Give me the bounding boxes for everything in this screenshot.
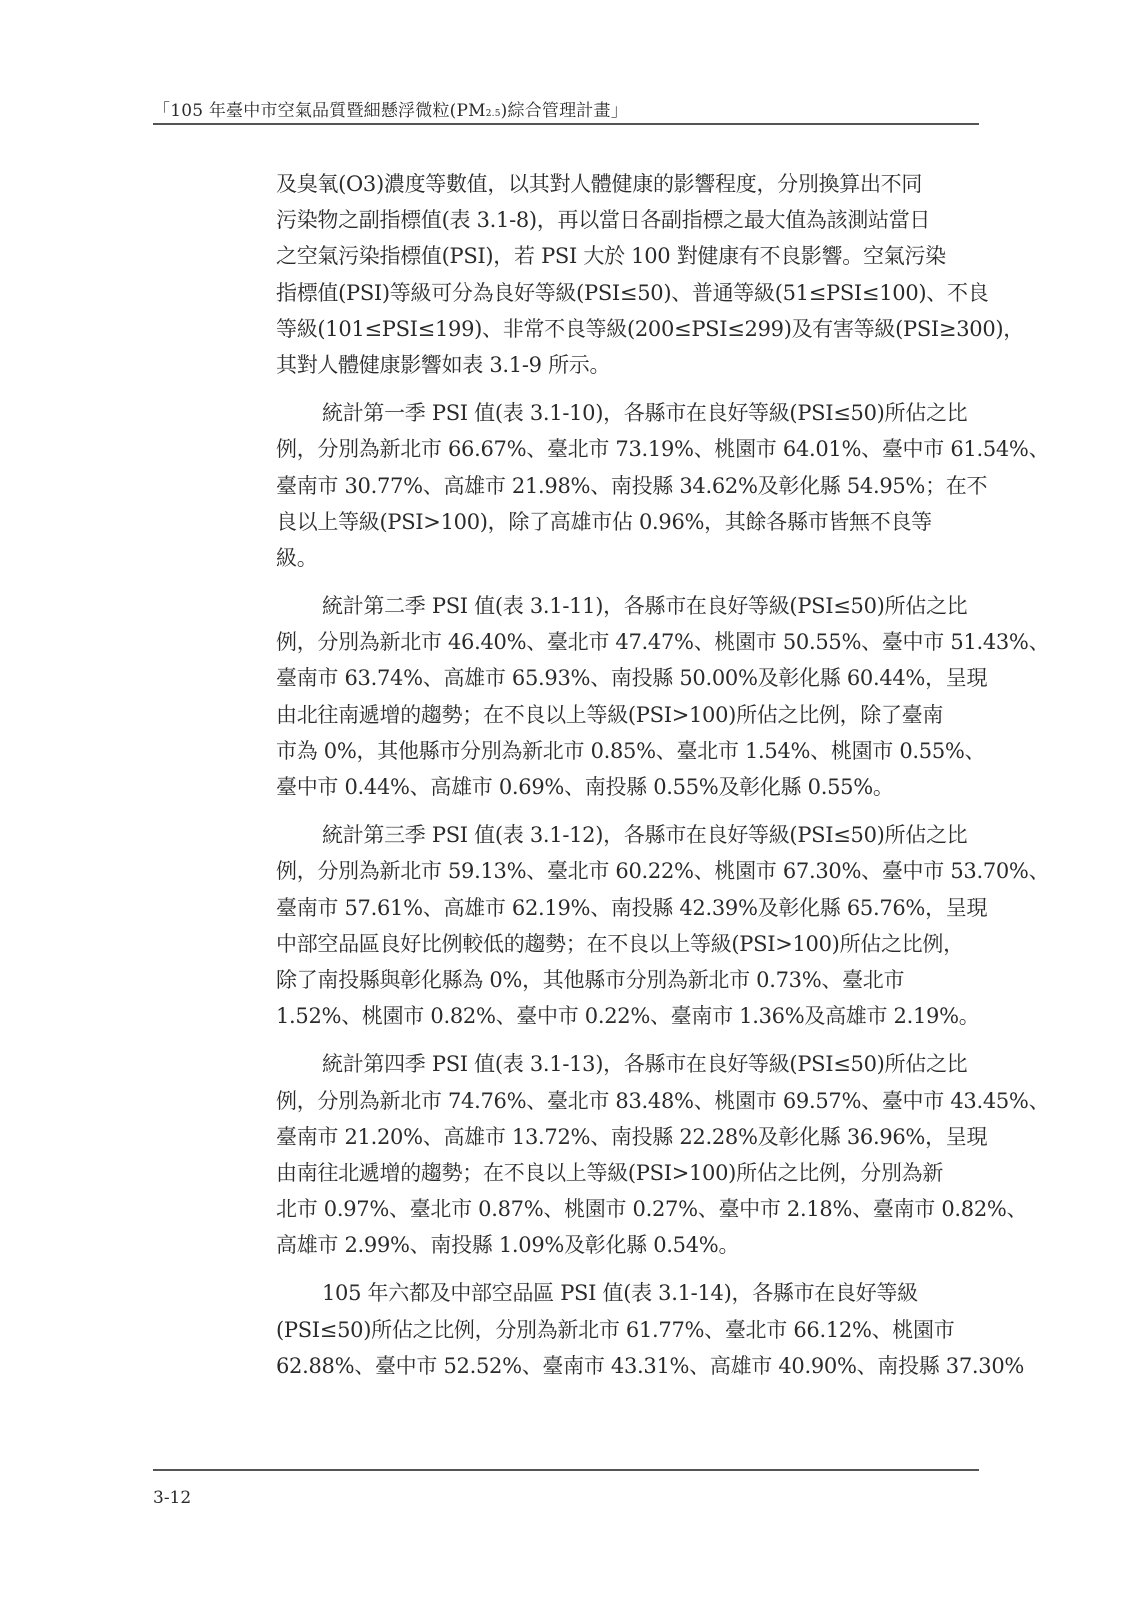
text-line: 臺南市 21.20%、高雄市 13.72%、南投縣 22.28%及彰化縣 36.96%，呈現 xyxy=(276,1124,988,1149)
text-line: 統計第二季 PSI 值(表 3.1-11)，各縣市在良好等級(PSI≤50)所佔之比 xyxy=(322,594,968,619)
text-line: 62.88%、臺中市 52.52%、臺南市 43.31%、高雄市 40.90%、南投縣 37.30% xyxy=(276,1353,1025,1378)
text-line: 臺中市 0.44%、高雄市 0.69%、南投縣 0.55%及彰化縣 0.55%。 xyxy=(276,775,894,799)
text-line: 例，分別為新北市 66.67%、臺北市 73.19%、桃園市 64.01%、臺中市 61.54%、 xyxy=(276,437,1050,462)
header-title-end: )綜合管理計畫」 xyxy=(500,101,628,121)
text-line: 由北往南遞增的趨勢；在不良以上等級(PSI>100)所佔之比例，除了臺南 xyxy=(276,702,944,727)
text-line: 臺南市 57.61%、高雄市 62.19%、南投縣 42.39%及彰化縣 65.76%，呈現 xyxy=(276,895,988,920)
text-line: 例，分別為新北市 59.13%、臺北市 60.22%、桃園市 67.30%、臺中市 53.70%、 xyxy=(276,859,1050,884)
text-line: (PSI≤50)所佔之比例，分別為新北市 61.77%、臺北市 66.12%、桃園市 xyxy=(276,1317,955,1342)
text-line: 中部空品區良好比例較低的趨勢；在不良以上等級(PSI>100)所佔之比例， xyxy=(276,931,964,956)
paragraph-q4-stats xyxy=(276,1046,1050,1263)
text-line: 市為 0%，其他縣市分別為新北市 0.85%、臺北市 1.54%、桃園市 0.55%、 xyxy=(276,738,986,763)
text-line: 臺南市 63.74%、高雄市 65.93%、南投縣 50.00%及彰化縣 60.44%，呈現 xyxy=(276,666,988,691)
text-line: 級。 xyxy=(276,545,318,570)
page-header-title xyxy=(153,96,628,121)
text-line: 統計第四季 PSI 值(表 3.1-13)，各縣市在良好等級(PSI≤50)所佔之比 xyxy=(322,1052,968,1077)
text-line: 例，分別為新北市 74.76%、臺北市 83.48%、桃園市 69.57%、臺中市 43.45%、 xyxy=(276,1088,1050,1113)
text-line: 其對人體健康影響如表 3.1-9 所示。 xyxy=(276,352,611,377)
text-line: 污染物之副指標值(表 3.1-8)，再以當日各副指標之最大值為該測站當日 xyxy=(276,208,931,233)
text-line: 臺南市 30.77%、高雄市 21.98%、南投縣 34.62%及彰化縣 54.95%；在不 xyxy=(276,473,988,498)
text-line: 高雄市 2.99%、南投縣 1.09%及彰化縣 0.54%。 xyxy=(276,1233,740,1258)
text-line: 除了南投縣與彰化縣為 0%，其他縣市分別為新北市 0.73%、臺北市 xyxy=(276,967,905,992)
paragraph-q3-stats xyxy=(276,817,1050,1034)
text-line: 指標值(PSI)等級可分為良好等級(PSI≤50)、普通等級(51≤PSI≤100)、不良 xyxy=(276,280,989,305)
paragraph-annual-stats xyxy=(276,1275,1025,1384)
paragraph-q1-stats xyxy=(276,395,1050,576)
text-line: 及臭氧(O3)濃度等數值，以其對人體健康的影響程度，分別換算出不同 xyxy=(276,172,923,196)
text-line: 北市 0.97%、臺北市 0.87%、桃園市 0.27%、臺中市 2.18%、臺南市 0.82%、 xyxy=(276,1197,1028,1222)
paragraph-q2-stats xyxy=(276,588,1050,805)
text-line: 等級(101≤PSI≤199)、非常不良等級(200≤PSI≤299)及有害等級(PSI≥300)， xyxy=(276,316,1024,341)
text-line: 由南往北遞增的趨勢；在不良以上等級(PSI>100)所佔之比例，分別為新 xyxy=(276,1160,944,1185)
text-line: 1.52%、桃園市 0.82%、臺中市 0.22%、臺南市 1.36%及高雄市 2.19%。 xyxy=(276,1004,980,1029)
header-divider xyxy=(153,123,979,125)
text-line: 之空氣污染指標值(PSI)，若 PSI 大於 100 對健康有不良影響。空氣污染 xyxy=(276,244,946,269)
paragraph-psi-definition xyxy=(276,166,1024,383)
text-line: 統計第三季 PSI 值(表 3.1-12)，各縣市在良好等級(PSI≤50)所佔之比 xyxy=(322,823,968,848)
text-line: 統計第一季 PSI 值(表 3.1-10)，各縣市在良好等級(PSI≤50)所佔之比 xyxy=(322,401,968,426)
document-body xyxy=(276,166,1050,1396)
header-title-subscript: 2.5 xyxy=(485,109,501,119)
text-line: 良以上等級(PSI>100)，除了高雄市佔 0.96%，其餘各縣市皆無不良等 xyxy=(276,509,932,534)
page-number: 3-12 xyxy=(153,1488,192,1508)
footer-divider xyxy=(153,1469,979,1471)
header-title-main: 「105 年臺中市空氣品質暨細懸浮微粒(PM xyxy=(153,101,486,121)
text-line: 例，分別為新北市 46.40%、臺北市 47.47%、桃園市 50.55%、臺中市 51.43%、 xyxy=(276,630,1050,655)
text-line: 105 年六都及中部空品區 PSI 值(表 3.1-14)，各縣市在良好等級 xyxy=(322,1281,918,1306)
